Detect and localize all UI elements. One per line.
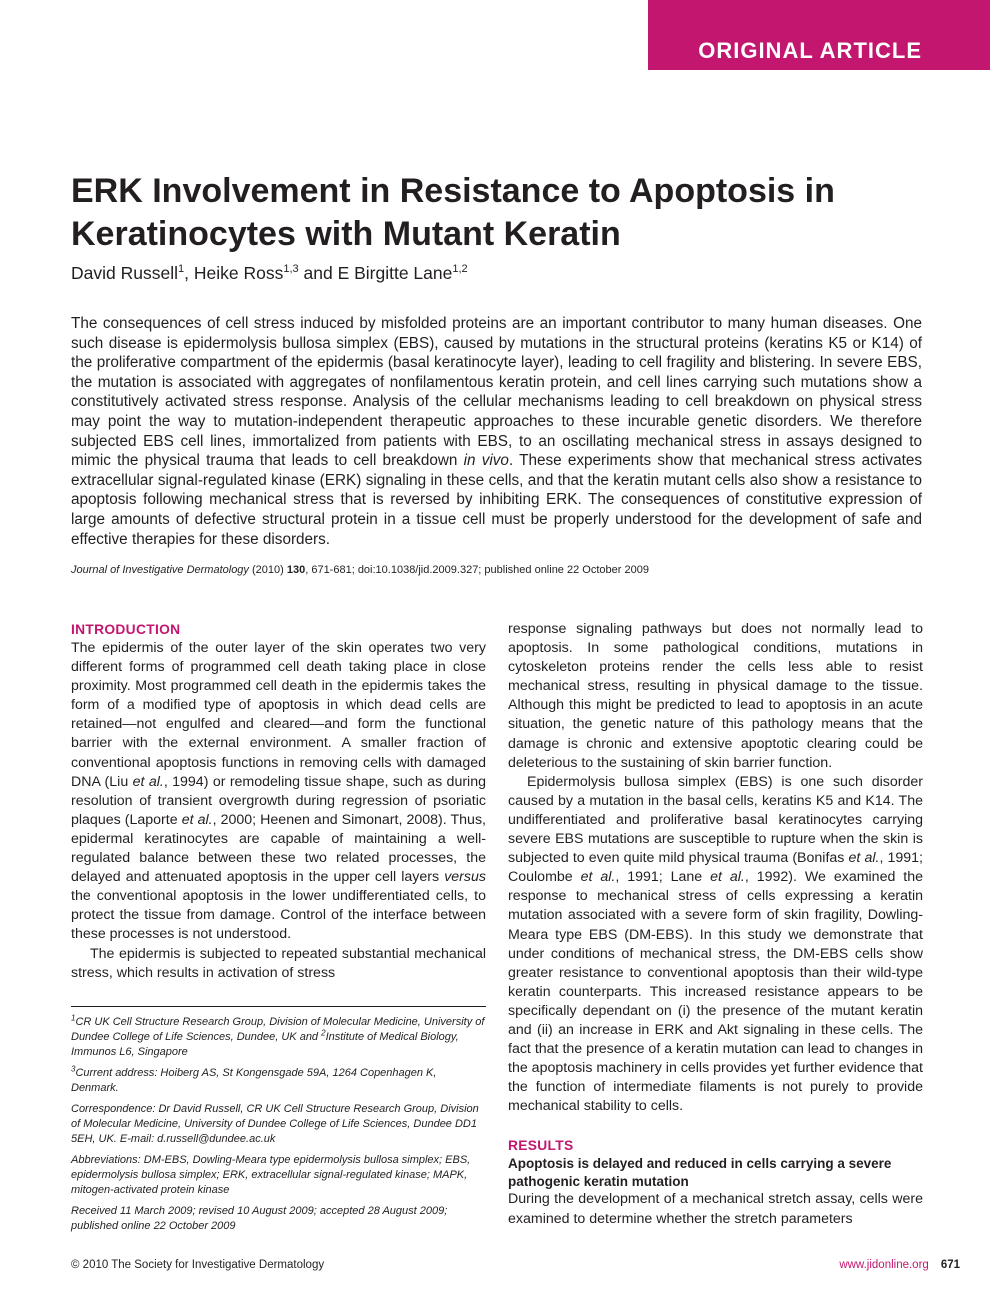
page-footer: [839, 1259, 960, 1271]
article-type-banner: [648, 0, 990, 70]
text: Current address: Hoiberg AS, St Kongensgade 59A, 1264 Copenhagen K, Denmark.: [71, 1067, 437, 1094]
citation-year: (2010): [248, 564, 287, 576]
text: , 1994) or remodeling tissue shape, such as during resolution of transient overgrowth during regression of psoriatic plaques (Laporte: [71, 773, 486, 828]
abbreviations-note: Abbreviations: DM-EBS, Dowling-Meara type epidermolysis bullosa simplex; EBS, epidermolysis bullosa simplex; ERK, extracellular signal-regulated kinase; MAPK, mitogen-activated protein kinase: [71, 1154, 471, 1196]
text: , 1992). We examined the response to mechanical stress of cells expressing a keratin mutation associated with a severe form of skin fragility, Dowling-Meara type EBS (DM-EBS). In this study we demonstrate that under conditions of mechanical stress, the DM-EBS cells show greater resistance to conventional apoptosis than their wild-type keratin counterparts. This increased resistance appears to be specifically dependant on (i) the presence of the mutant keratin and (ii) an increase in ERK and Akt signaling in these cells. The fact that the presence of a keratin mutation can lead to changes in the apoptosis machinery in cells provides yet further evidence that the function of intermediate filaments is not purely to provide mechanical stability to cells.: [508, 869, 923, 1115]
results-heading: RESULTS: [508, 1138, 574, 1154]
abstract-text: . These experiments show that mechanical stress activates extracellular signal-regulated kinase (ERK) signaling in these cells, and that the keratin mutant cells also show a resistance to apoptosis following mechanical stress that is reversed by inhibiting ERK. The consequences of constitutive expression of large amounts of defective structural protein in a tissue cell must be properly understood for the development of safe and effective therapies for these disorders.: [71, 452, 922, 548]
affiliation-mark: 1: [71, 1013, 76, 1023]
article-type-label: ORIGINAL ARTICLE: [698, 38, 922, 63]
text-italic: et al.: [848, 850, 880, 867]
body-paragraph: The epidermis is subjected to repeated substantial mechanical stress, which results in activation of stress: [71, 945, 486, 981]
results-subheading: Apoptosis is delayed and reduced in cells carrying a severe pathogenic keratin mutation: [508, 1156, 892, 1189]
text-italic: et al.: [580, 869, 616, 886]
author-affiliation-mark: 1,2: [452, 263, 468, 276]
author-affiliation-mark: 1: [177, 263, 185, 276]
text: Epidermolysis bullosa simplex (EBS) is one such disorder caused by a mutation in the basal cells, keratins K5 and K14. The undifferentiated and proliferative basal keratinocytes carrying severe EBS mutations are susceptible to rupture when the skin is subjected to even quite mild physical trauma (Bonifas: [508, 773, 923, 867]
journal-name: Journal of Investigative Dermatology: [71, 564, 249, 576]
abstract-text: The consequences of cell stress induced by misfolded proteins are an important contributor to many human diseases. One such disease is epidermolysis bullosa simplex (EBS), caused by mutations in the structural proteins (keratins K5 or K14) of the proliferative compartment of the epidermis (basal keratinocyte layer), leading to cell fragility and blistering. In severe EBS, the mutation is associated with aggregates of nonfilamentous keratin protein, and cell lines carrying such mutations show a constitutively activated stress response. Analysis of the cellular mechanisms leading to cell breakdown on physical stress may point the way to mutation-independent therapeutic approaches to these incurable genetic disorders. We therefore subjected EBS cell lines, immortalized from patients with EBS, to an oscillating mechanical stress in assays designed to mimic the physical trauma that leads to cell breakdown: [71, 315, 922, 470]
text: The epidermis of the outer layer of the skin operates two very different forms of programmed cell death taking place in close proximity. Most programmed cell death in the epidermis takes the form of a modified type of apoptosis in which dead cells are retained—not engulfed and cleared—and form the functional barrier with the external environment. A smaller fraction of conventional apoptosis functions in removing cells with damaged DNA (Liu: [71, 640, 486, 790]
author-separator: ,: [184, 263, 194, 283]
right-column: [508, 620, 923, 1229]
citation-line: [71, 563, 649, 577]
journal-website-link[interactable]: www.jidonline.org: [839, 1259, 929, 1271]
page-number: 671: [940, 1259, 960, 1271]
text: , 1991; Lane: [615, 869, 711, 886]
abstract-italic: in vivo: [463, 452, 509, 470]
affiliation-mark: 3: [71, 1064, 76, 1074]
dates-note: Received 11 March 2009; revised 10 August 2009; accepted 28 August 2009; published online 22 October 2009: [71, 1205, 448, 1232]
left-column: [71, 620, 486, 983]
body-paragraph: [71, 639, 486, 945]
text: CR UK Cell Structure Research Group, Division of Molecular Medicine, University of Dundee College of Life Sciences, Dundee, UK and: [71, 1016, 485, 1043]
copyright-notice: © 2010 The Society for Investigative Dermatology: [71, 1259, 325, 1271]
text-italic: et al.: [181, 811, 213, 828]
author-list: [71, 261, 468, 285]
author-name: David Russell: [71, 263, 178, 283]
citation-volume: 130: [286, 564, 306, 576]
section-gap: [508, 1116, 923, 1136]
introduction-heading: INTRODUCTION: [71, 622, 181, 637]
affiliation-mark: 2: [321, 1028, 326, 1038]
footnotes: [71, 1006, 486, 1240]
current-address-note: [71, 1066, 486, 1096]
body-paragraph: During the development of a mechanical stretch assay, cells were examined to determine whether the stretch parameters: [508, 1191, 923, 1227]
correspondence-note: Correspondence: Dr David Russell, CR UK Cell Structure Research Group, Division of Molecular Medicine, University of Dundee College of Life Sciences, Dundee DD1 5EH, UK. E-mail: d.russell@dundee.ac.uk: [71, 1103, 479, 1145]
body-paragraph: [508, 773, 923, 1117]
citation-details: , 671-681; doi:10.1038/jid.2009.327; published online 22 October 2009: [305, 564, 649, 576]
text: , 2000; Heenen and Simonart, 2008). Thus, epidermal keratinocytes are capable of maintaining a well-regulated balance between these two related processes, the delayed and attenuated apoptosis in the upper cell layers: [71, 811, 486, 886]
affiliation-note: [71, 1015, 486, 1060]
article-title: ERK Involvement in Resistance to Apoptosis in Keratinocytes with Mutant Keratin: [71, 172, 835, 253]
text: , 1991; Coulombe: [508, 850, 923, 886]
author-affiliation-mark: 1,3: [283, 263, 299, 276]
body-paragraph: response signaling pathways but does not normally lead to apoptosis. In some pathological conditions, mutations in cytoskeleton proteins render the cells less able to resist mechanical stress, resulting in physical damage to the tissue. Although this might be predicted to lead to apoptosis in an acute situation, the genetic nature of this pathology means that the damage is chronic and extensive apoptotic clearing could be deleterious to the sustaining of skin barrier function.: [508, 621, 923, 771]
author-name: E Birgitte Lane: [337, 263, 453, 283]
text: Institute of Medical Biology, Immunos L6, Singapore: [71, 1031, 459, 1058]
author-name: Heike Ross: [193, 263, 284, 283]
abstract: [71, 314, 922, 549]
text-italic: et al.: [710, 869, 745, 886]
author-separator: and: [298, 263, 338, 283]
text-italic: versus: [444, 869, 486, 886]
text: the conventional apoptosis in the lower undifferentiated cells, to protect the tissue from damage. Control of the interface between these processes is not understood.: [71, 888, 486, 943]
text-italic: et al.: [132, 773, 164, 790]
